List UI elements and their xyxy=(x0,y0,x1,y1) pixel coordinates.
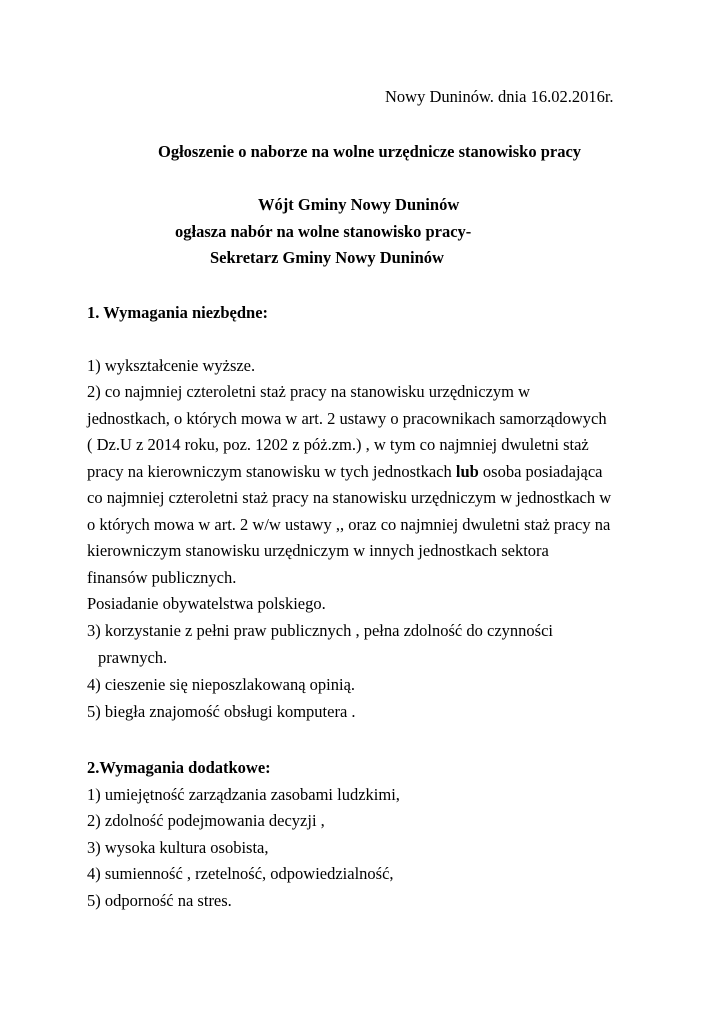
section1-item-2-line-8: finansów publicznych. xyxy=(87,568,237,587)
section2-item-3: 3) wysoka kultura osobista, xyxy=(87,838,269,857)
section1-item-2-line-7: kierowniczym stanowisku urzędniczym w innych jednostkach sektora xyxy=(87,541,549,560)
section1-item-1: 1) wykształcenie wyższe. xyxy=(87,356,256,375)
section2-item-1: 1) umiejętność zarządzania zasobami ludzkimi, xyxy=(87,785,400,804)
section1-item-2-line-1: 2) co najmniej czteroletni staż pracy na stanowisku urzędniczym w xyxy=(87,382,531,401)
section2-item-2: 2) zdolność podejmowania decyzji , xyxy=(87,811,325,830)
announcer-line-3: Sekretarz Gminy Nowy Duninów xyxy=(210,248,444,267)
announcement-title: Ogłoszenie o naborze na wolne urzędnicze stanowisko pracy xyxy=(158,142,582,161)
section2-heading: 2.Wymagania dodatkowe: xyxy=(87,758,271,777)
section1-item-2-line-4 xyxy=(87,462,603,482)
section1-item-3-line-1: 3) korzystanie z pełni praw publicznych , pełna zdolność do czynności xyxy=(87,621,553,640)
announcer-line-1: Wójt Gminy Nowy Duninów xyxy=(258,195,460,214)
announcer-line-2: ogłasza nabór na wolne stanowisko pracy- xyxy=(175,222,472,241)
place-date: Nowy Duninów. dnia 16.02.2016r. xyxy=(385,87,614,106)
section2-item-5: 5) odporność na stres. xyxy=(87,891,232,910)
section1-item-4: 4) cieszenie się nieposzlakowaną opinią. xyxy=(87,675,356,694)
section2-item-4: 4) sumienność , rzetelność, odpowiedzialność, xyxy=(87,864,394,883)
section1-item-2-line-6: o których mowa w art. 2 w/w ustawy ,, oraz co najmniej dwuletni staż pracy na xyxy=(87,515,611,534)
section1-item-3-line-2: prawnych. xyxy=(98,648,168,667)
section1-item-2-line-5: co najmniej czteroletni staż pracy na stanowisku urzędniczym w jednostkach w xyxy=(87,488,612,507)
section1-item-2-line-2: jednostkach, o których mowa w art. 2 ustawy o pracownikach samorządowych xyxy=(87,409,607,428)
item-2-text-before: pracy na kierowniczym stanowisku w tych jednostkach xyxy=(87,462,456,481)
section1-item-5: 5) biegła znajomość obsługi komputera . xyxy=(87,702,356,721)
section1-item-2-line-3: ( Dz.U z 2014 roku, poz. 1202 z póż.zm.) , w tym co najmniej dwuletni staż xyxy=(87,435,589,454)
section1-citizenship: Posiadanie obywatelstwa polskiego. xyxy=(87,594,326,613)
item-2-bold-lub: lub xyxy=(455,462,479,481)
section1-heading: 1. Wymagania niezbędne: xyxy=(87,303,269,322)
item-2-text-after: osoba posiadająca xyxy=(478,462,603,481)
